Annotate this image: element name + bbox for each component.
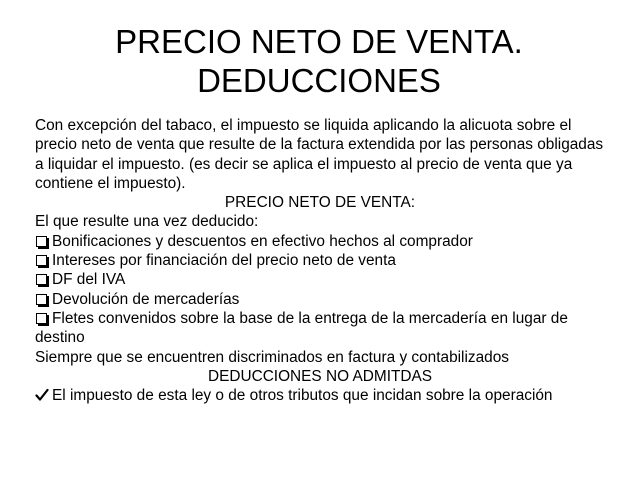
slide-title: [0, 22, 638, 100]
section-heading-no-admitidas: DEDUCCIONES NO ADMITDAS: [207, 367, 433, 385]
deduction-item-text: DF del IVA: [52, 271, 126, 289]
slide-body: [35, 116, 605, 405]
square-box-icon: [36, 255, 47, 266]
deduction-item: [35, 270, 605, 289]
deduction-item: [35, 309, 605, 348]
square-box-icon: [36, 294, 47, 305]
deduction-item-text: Devolución de mercaderías: [52, 290, 240, 308]
deduction-item-text: Bonificaciones y descuentos en efectivo hechos al comprador: [52, 232, 473, 250]
deduction-item: [35, 232, 605, 251]
non-admitted-item-text: El impuesto de esta ley o de otros tributos que incidan sobre la operación: [52, 387, 553, 405]
slide-title-line-1: PRECIO NETO DE VENTA.: [115, 23, 523, 60]
intro-paragraph: Con excepción del tabaco, el impuesto se liquida aplicando la alicuota sobre el precio neto de venta que resulte de la factura extendida por las personas obligadas a liquidar el impuesto. (es decir se aplica el impuesto al precio de venta que ya contiene el impuesto).: [35, 117, 604, 192]
square-box-icon: [36, 274, 47, 285]
deduction-item-text: Intereses por financiación del precio neto de venta: [52, 252, 396, 270]
square-box-icon: [36, 236, 47, 247]
deduction-item-text: Fletes convenidos sobre la base de la entrega de la mercadería en lugar de destino: [35, 309, 568, 347]
checkmark-icon: [35, 388, 49, 402]
section-heading-precio-neto: PRECIO NETO DE VENTA:: [224, 194, 416, 212]
slide-title-line-2: DEDUCCIONES: [197, 62, 441, 99]
deduction-item: [35, 290, 605, 309]
condition-text: Siempre que se encuentren discriminados en factura y contabilizados: [35, 348, 509, 366]
deduction-item: [35, 251, 605, 270]
square-box-icon: [36, 313, 47, 324]
deduction-lead: El que resulte una vez deducido:: [35, 213, 259, 231]
non-admitted-item: [35, 386, 605, 405]
